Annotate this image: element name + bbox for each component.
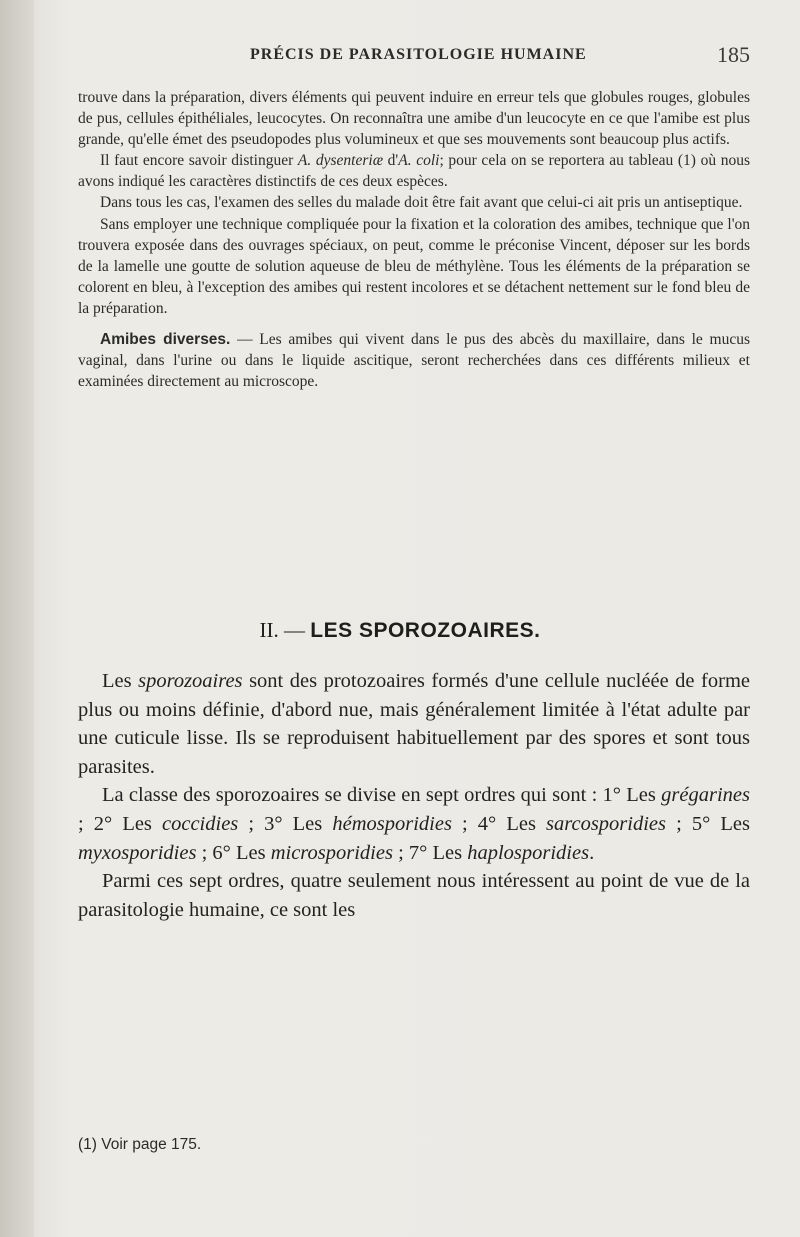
paragraph: Parmi ces sept ordres, quatre seulement nous intéressent au point de vue de la parasitologie humaine, ce sont les <box>78 870 750 921</box>
section-heading: II. — LES SPOROZOAIRES. <box>259 618 541 642</box>
paragraph: La classe des sporozoaires se divise en sept ordres qui sont : 1° Les grégarines ; 2° Les coccidies ; 3° Les hémosporidies ; 4° Les sarcosporidies ; 5° Les myxosporidies ; 6° Les microsporidies ; 7° Les haplosporidies. <box>78 784 750 864</box>
page-number: 185 <box>717 42 750 67</box>
running-header <box>250 44 760 70</box>
paragraph-heading: Amibes diverses. <box>100 331 231 349</box>
paragraph: Sans employer une technique compliquée pour la fixation et la coloration des amibes, technique que l'on trouvera exposée dans des ouvrages spéciaux, on peut, comme le préconise Vincent, déposer sur les bords de la lamelle une goutte de solution aqueuse de bleu de méthylène. Tous les éléments de la préparation se colorent en bleu, à l'exception des amibes qui restent incolores et se détachent nettement sur le fond bleu de la préparation. <box>78 215 750 317</box>
species-name: A. dysenteriæ <box>297 152 384 170</box>
species-name: A. coli <box>398 152 440 170</box>
paragraph: Il faut encore savoir distinguer A. dysenteriæ d'A. coli; pour cela on se reportera au tableau (1) où nous avons indiqué les caractères distinctifs de ces deux espèces. <box>78 152 751 191</box>
paragraph: Dans tous les cas, l'examen des selles du malade doit être fait avant que celui-ci ait pris un antiseptique. <box>100 194 743 212</box>
paragraph: trouve dans la préparation, divers éléments qui peuvent induire en erreur tels que globules rouges, globules de pus, cellules épithéliales, leucocytes. On reconnaîtra une amibe d'un leucocyte en ce que l'amibe est plus grande, qu'elle émet des pseudopodes plus volumineux et que ses mouvements sont beaucoup plus actifs. <box>78 89 750 149</box>
paragraph: Les sporozoaires sont des protozoaires formés d'une cellule nucléée de forme plus ou moins définie, d'abord nue, mais généralement limitée à l'état adulte par une cuticule lisse. Ils se reproduisent habituellement par des spores et sont tous parasites. <box>78 670 750 778</box>
footnote: (1) Voir page 175. <box>78 1136 202 1153</box>
running-title: PRÉCIS DE PARASITOLOGIE HUMAINE <box>250 46 587 63</box>
paragraph: Amibes diverses. — Les amibes qui vivent dans le pus des abcès du maxillaire, dans le mucus vaginal, dans l'urine ou dans le liquide ascitique, seront recherchées dans ces différents milieux et examinées directement au microscope. <box>78 331 750 391</box>
bottom-text-block <box>78 667 750 924</box>
top-text-block <box>78 87 750 392</box>
term: sporozoaires <box>138 670 243 692</box>
